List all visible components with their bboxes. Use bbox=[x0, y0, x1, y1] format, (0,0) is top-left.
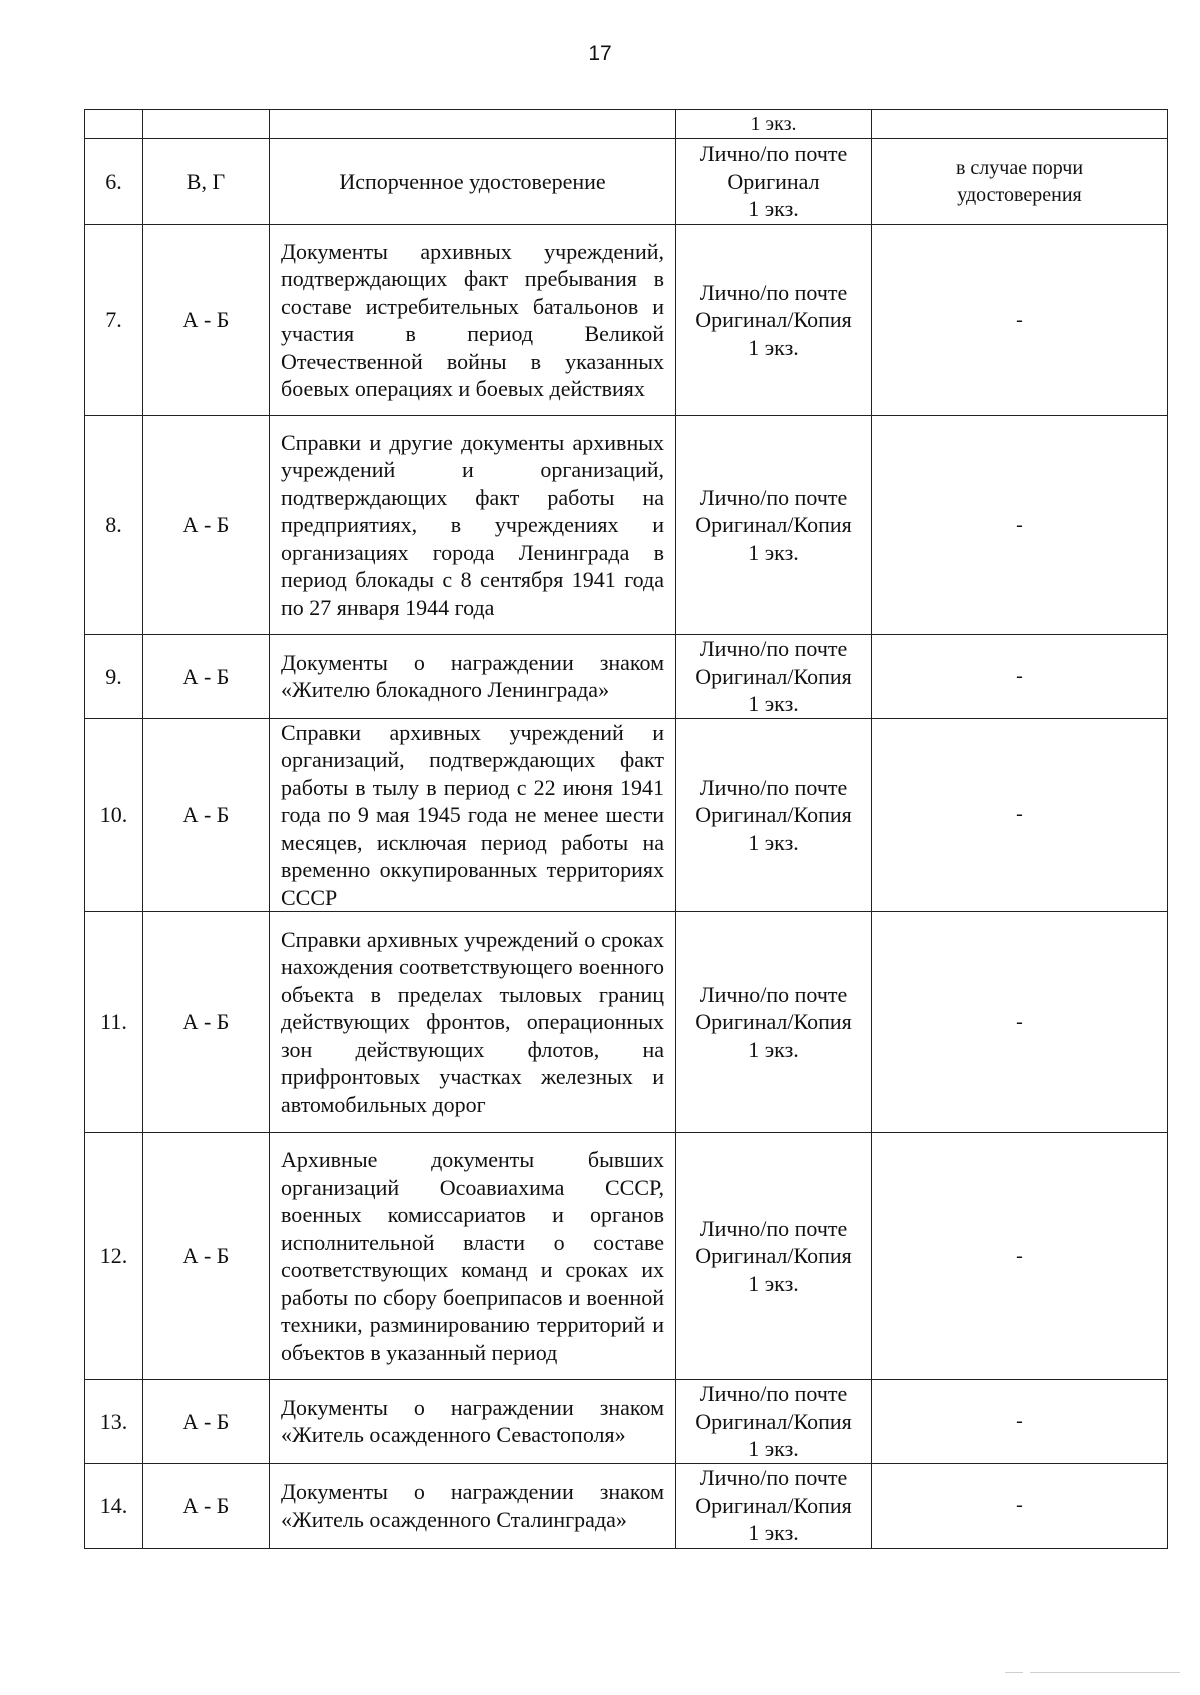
cell-submission bbox=[676, 1133, 872, 1380]
submission-form: Оригинал/Копия bbox=[695, 1492, 852, 1518]
table-row bbox=[85, 635, 1168, 719]
cell-number: 9. bbox=[85, 635, 143, 719]
cell-number: 7. bbox=[85, 225, 143, 416]
cell-category: А - Б bbox=[143, 1463, 270, 1548]
cell-number: 14. bbox=[85, 1463, 143, 1548]
submission-count: 1 экз. bbox=[748, 539, 799, 565]
cell-category: А - Б bbox=[143, 1133, 270, 1380]
table-row bbox=[85, 139, 1168, 225]
submission-count: 1 экз. bbox=[748, 691, 799, 716]
submission-count: 1 экз. bbox=[748, 196, 799, 222]
cell-submission bbox=[676, 416, 872, 635]
cell-note: - bbox=[872, 416, 1168, 635]
cell-document: Справки архивных учреждений о сроках нахождения соответствующего военного объекта в пределах тыловых границ действующих фронтов, операционных зон действующих флотов, на прифронтовых участках железных и автомобильных дорог bbox=[270, 912, 676, 1133]
submission-form: Оригинал/Копия bbox=[695, 512, 852, 538]
submission-method: Лично/по почте bbox=[699, 981, 848, 1007]
table-row bbox=[85, 416, 1168, 635]
cell-note: - bbox=[872, 1133, 1168, 1380]
cell-category: В, Г bbox=[143, 139, 270, 225]
submission-form: Оригинал/Копия bbox=[695, 307, 852, 333]
cell-document: Справки и другие документы архивных учреждений и организаций, подтверждающих факт работы на предприятиях, в учреждениях и организациях города Ленинграда в период блокады с 8 сентября 1941 года по 27 января 1944 года bbox=[270, 416, 676, 635]
table-row bbox=[85, 225, 1168, 416]
cell-submission bbox=[676, 225, 872, 416]
submission-count: 1 экз. bbox=[748, 1270, 799, 1296]
cell-note: - bbox=[872, 718, 1168, 912]
cell-document: Архивные документы бывших организаций Осоавиахима СССР, военных комиссариатов и органов исполнительной власти о составе соответствующих команд и сроках их работы по сбору боеприпасов и военной техники, разминированию территорий и объектов в указанный период bbox=[270, 1133, 676, 1380]
cell-note: - bbox=[872, 1463, 1168, 1548]
cell-document: Испорченное удостоверение bbox=[270, 139, 676, 225]
submission-form: Оригинал/Копия bbox=[695, 1009, 852, 1035]
submission-count: 1 экз. bbox=[748, 1520, 799, 1546]
cell-number: 10. bbox=[85, 718, 143, 912]
submission-count: 1 экз. bbox=[748, 334, 799, 360]
submission-form: Оригинал/Копия bbox=[695, 1408, 852, 1434]
table-row bbox=[85, 1133, 1168, 1380]
cell-note: - bbox=[872, 1380, 1168, 1464]
submission-form: Оригинал bbox=[727, 168, 820, 194]
submission-method: Лично/по почте bbox=[699, 1381, 848, 1406]
table-row-continued bbox=[85, 110, 1168, 139]
cell-note: в случае порчи удостоверения bbox=[872, 139, 1168, 225]
submission-method: Лично/по почте bbox=[699, 1215, 848, 1241]
submission-line: 1 экз. bbox=[750, 113, 797, 135]
cell-submission bbox=[676, 635, 872, 719]
cell-document: Справки архивных учреждений и организаций, подтверждающих факт работы в тылу в период с 22 июня 1941 года по 9 мая 1945 года не менее шести месяцев, исключая период работы на временно оккупированных территориях СССР bbox=[270, 718, 676, 912]
cell-note: - bbox=[872, 635, 1168, 719]
submission-form: Оригинал/Копия bbox=[695, 1243, 852, 1269]
cell-note: - bbox=[872, 225, 1168, 416]
cell-number: 13. bbox=[85, 1380, 143, 1464]
cell-category: А - Б bbox=[143, 1380, 270, 1464]
cell-number: 6. bbox=[85, 139, 143, 225]
scan-artifact bbox=[1030, 1672, 1180, 1673]
cell-submission bbox=[676, 139, 872, 225]
cell-note bbox=[872, 110, 1168, 139]
cell-document: Документы архивных учреждений, подтверждающих факт пребывания в составе истребительных батальонов и участия в период Великой Отечественной войны в указанных боевых операциях и боевых действиях bbox=[270, 225, 676, 416]
cell-note: - bbox=[872, 912, 1168, 1133]
cell-number bbox=[85, 110, 143, 139]
cell-category: А - Б bbox=[143, 635, 270, 719]
submission-count: 1 экз. bbox=[748, 1036, 799, 1062]
cell-document: Документы о награждении знаком «Житель осажденного Сталинграда» bbox=[270, 1463, 676, 1548]
table-row bbox=[85, 1380, 1168, 1464]
cell-document: Документы о награждении знаком «Житель осажденного Севастополя» bbox=[270, 1380, 676, 1464]
cell-number: 12. bbox=[85, 1133, 143, 1380]
table-row bbox=[85, 1463, 1168, 1548]
page-number: 17 bbox=[588, 42, 612, 65]
cell-category: А - Б bbox=[143, 718, 270, 912]
table-row bbox=[85, 912, 1168, 1133]
cell-submission bbox=[676, 912, 872, 1133]
submission-form: Оригинал/Копия bbox=[695, 802, 852, 827]
cell-document bbox=[270, 110, 676, 139]
cell-category: А - Б bbox=[143, 416, 270, 635]
cell-category bbox=[143, 110, 270, 139]
cell-document: Документы о награждении знаком «Жителю блокадного Ленинграда» bbox=[270, 635, 676, 719]
submission-form: Оригинал/Копия bbox=[695, 663, 852, 689]
submission-method: Лично/по почте bbox=[699, 1465, 848, 1491]
submission-method: Лично/по почте bbox=[699, 484, 848, 510]
submission-method: Лично/по почте bbox=[699, 279, 848, 305]
submission-count: 1 экз. bbox=[748, 829, 799, 855]
table-row bbox=[85, 718, 1168, 912]
submission-method: Лично/по почте bbox=[699, 636, 848, 661]
cell-number: 8. bbox=[85, 416, 143, 635]
cell-submission bbox=[676, 1463, 872, 1548]
cell-submission bbox=[676, 110, 872, 139]
cell-submission bbox=[676, 718, 872, 912]
submission-method: Лично/по почте bbox=[699, 141, 848, 167]
cell-category: А - Б bbox=[143, 912, 270, 1133]
scan-artifact bbox=[1005, 1672, 1023, 1673]
submission-method: Лично/по почте bbox=[699, 774, 848, 800]
cell-category: А - Б bbox=[143, 225, 270, 416]
documents-table bbox=[84, 109, 1168, 1549]
cell-submission bbox=[676, 1380, 872, 1464]
cell-number: 11. bbox=[85, 912, 143, 1133]
submission-count: 1 экз. bbox=[748, 1436, 799, 1461]
